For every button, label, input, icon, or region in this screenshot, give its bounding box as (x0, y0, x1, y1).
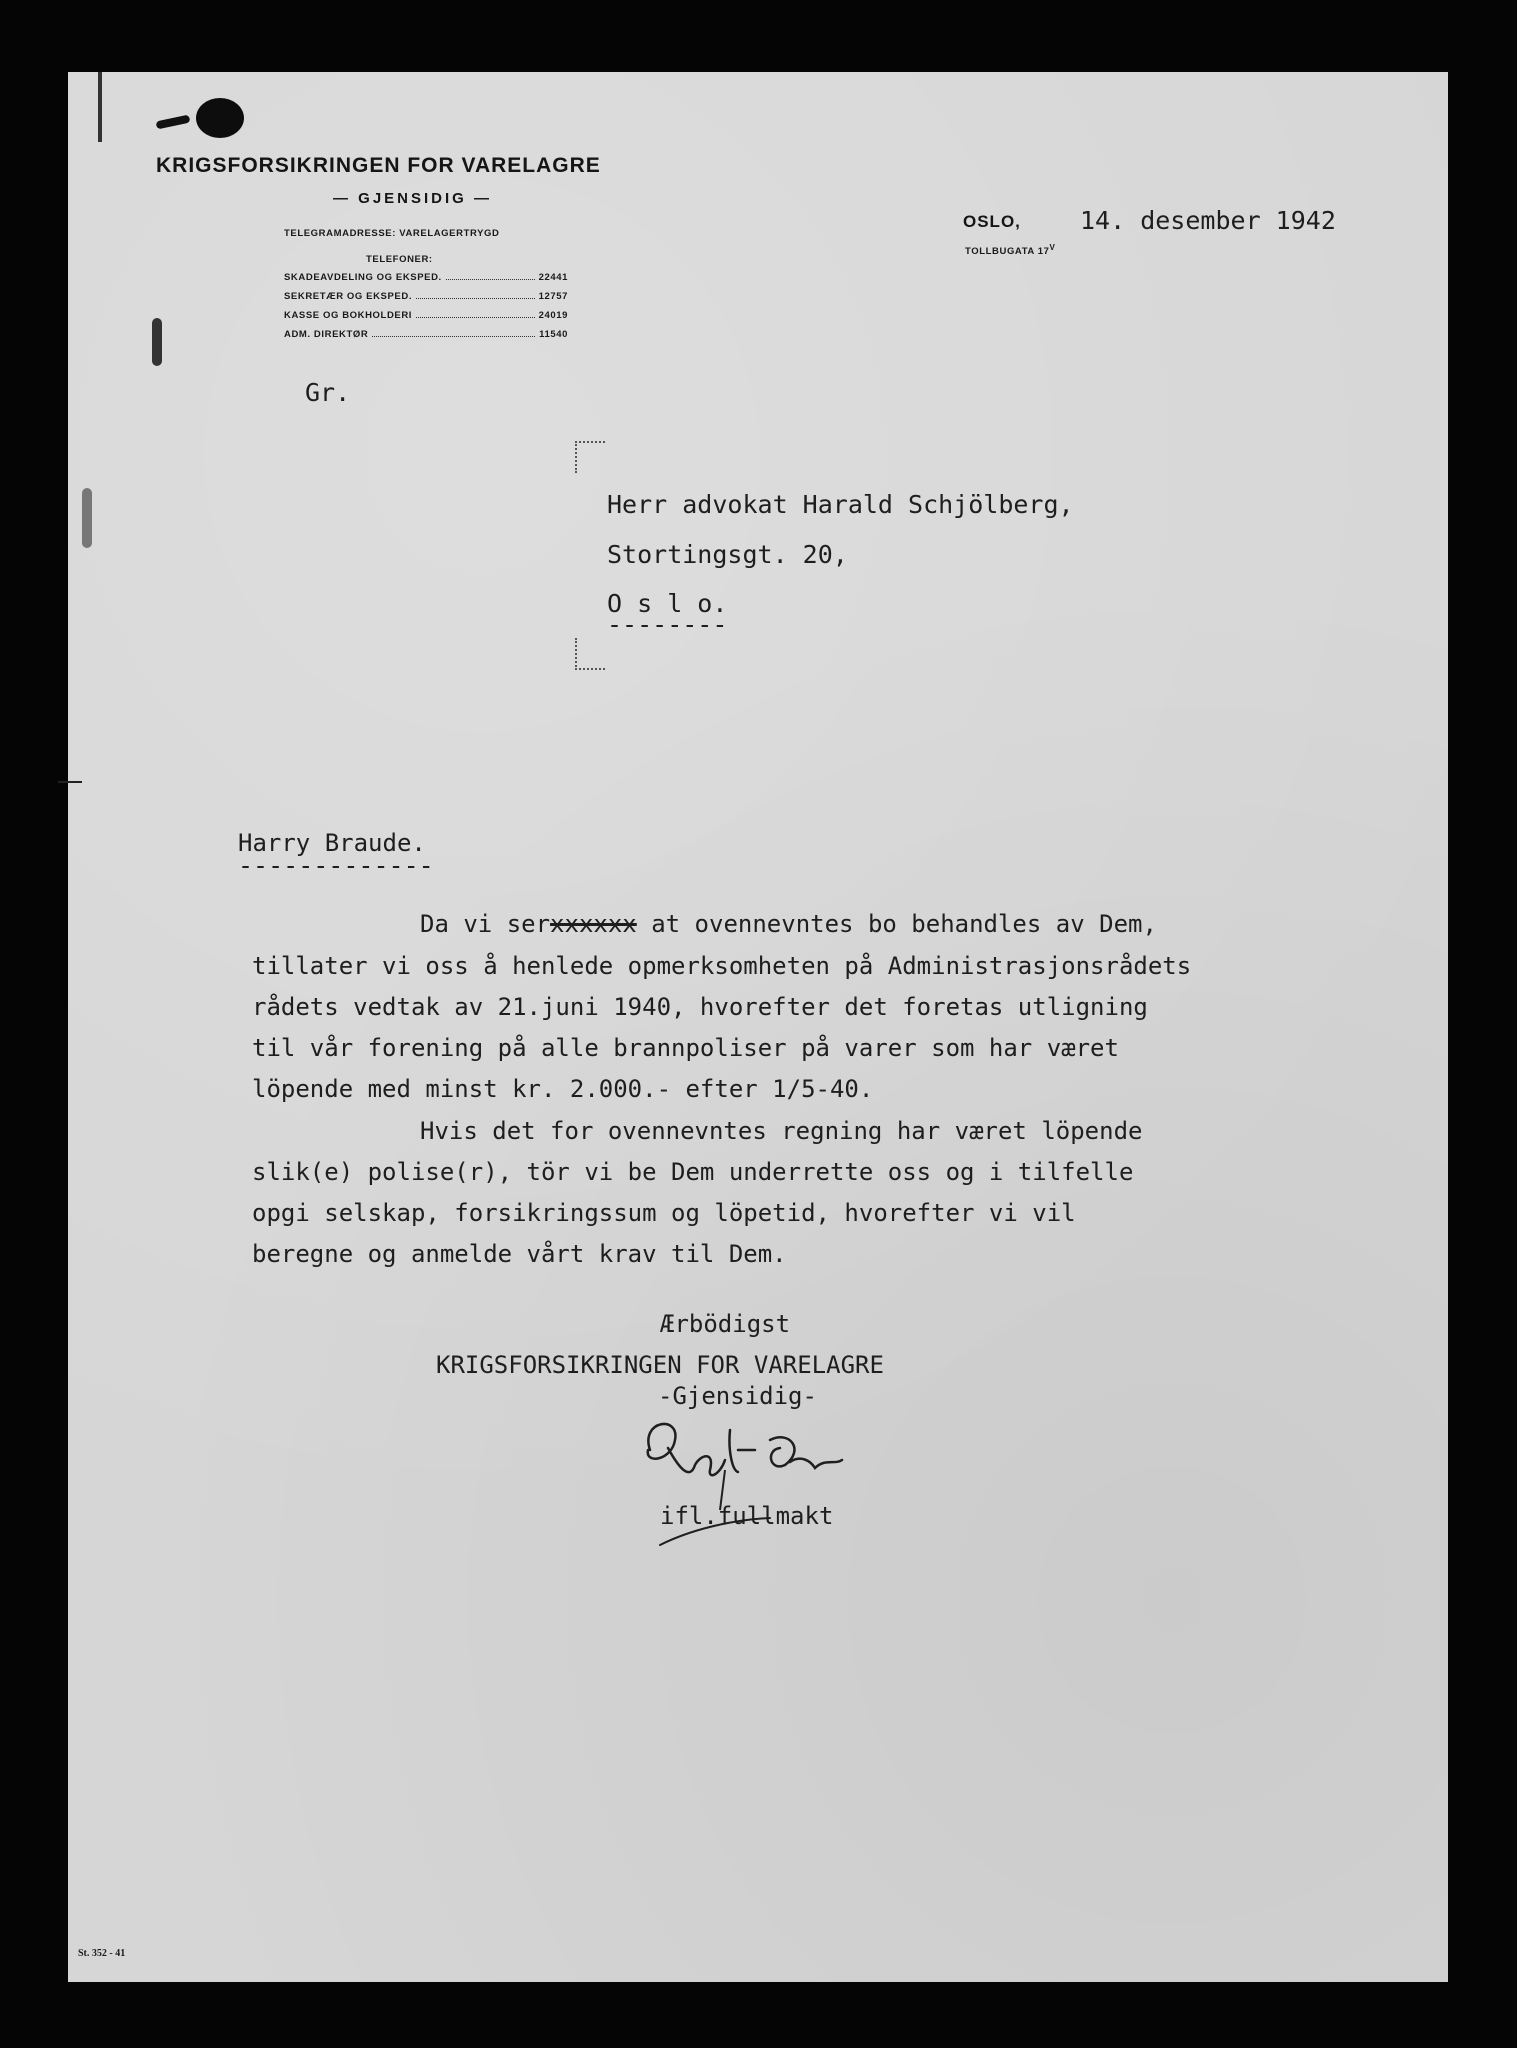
body-text: at ovennevntes bo behandles av Dem, (651, 910, 1157, 938)
closing-subtitle: -Gjensidig- (658, 1382, 817, 1410)
body-line: slik(e) polise(r), tör vi be Dem underrette oss og i tilfelle (252, 1158, 1134, 1186)
struck-text: xxxxxx (550, 910, 637, 938)
recipient-underline: -------- (607, 610, 728, 639)
closing-organization: KRIGSFORSIKRINGEN FOR VARELAGRE (436, 1351, 884, 1379)
letterhead-city: OSLO, (963, 212, 1021, 231)
margin-smudge (82, 488, 92, 548)
margin-marker (98, 72, 102, 142)
phone-label: SKADEAVDELING OG EKSPED. (284, 272, 442, 283)
per-authority: ifl.fullmakt (660, 1502, 834, 1530)
body-line: tillater vi oss å henlede opmerksomheten på Administrasjonsrådets (252, 952, 1192, 980)
closing-greeting: Ærbödigst (660, 1310, 791, 1338)
telegram-address: TELEGRAMADRESSE: VARELAGERTRYGD (284, 228, 500, 239)
letterhead-subtitle: — GJENSIDIG — (333, 190, 493, 207)
address-bracket-bottom (575, 638, 605, 670)
phone-number: 11540 (539, 329, 568, 340)
recipient-line-2: Stortingsgt. 20, (607, 540, 848, 569)
phone-row (284, 310, 568, 321)
body-line: til vår forening på alle brannpoliser på varer som har været (252, 1034, 1119, 1062)
phone-label: ADM. DIREKTØR (284, 329, 369, 340)
body-line: löpende med minst kr. 2.000.- efter 1/5-40. (252, 1075, 874, 1103)
phone-row (284, 272, 568, 283)
body-line: Hvis det for ovennevntes regning har været löpende (420, 1117, 1143, 1145)
letterhead-street (965, 243, 1055, 257)
phone-number: 12757 (538, 291, 568, 302)
margin-smudge (152, 318, 162, 366)
subject-underline: ------------- (238, 851, 434, 880)
body-line: rådets vedtak av 21.juni 1940, hvorefter det foretas utligning (252, 993, 1148, 1021)
phone-number: 24019 (538, 310, 568, 321)
street-suffix: V (1049, 243, 1056, 252)
fold-mark (58, 781, 82, 783)
letter-date: 14. desember 1942 (1080, 206, 1336, 235)
form-code: St. 352 - 41 (78, 1948, 126, 1959)
phone-number: 22441 (538, 272, 568, 283)
phones-heading: TELEFONER: (366, 254, 433, 265)
ink-blot (196, 98, 244, 138)
recipient-line-3: O s l o. (607, 589, 728, 618)
phone-row (284, 291, 568, 302)
subject: Harry Braude. (238, 829, 426, 857)
phone-label: SEKRETÆR OG EKSPED. (284, 291, 413, 302)
phone-row (284, 329, 568, 340)
body-line: opgi selskap, forsikringssum og löpetid, hvorefter vi vil (252, 1199, 1076, 1227)
street-name: TOLLBUGATA 17 (965, 246, 1050, 258)
body-line: beregne og anmelde vårt krav til Dem. (252, 1240, 787, 1268)
letter-paper (68, 72, 1448, 1982)
reference-initials: Gr. (305, 378, 351, 407)
recipient-line-1: Herr advokat Harald Schjölberg, (607, 490, 1074, 519)
body-text: Da vi ser (420, 910, 551, 938)
phone-label: KASSE OG BOKHOLDERI (284, 310, 413, 321)
handwritten-signature (620, 1410, 870, 1570)
address-bracket-top (575, 441, 605, 473)
letterhead-organization: KRIGSFORSIKRINGEN FOR VARELAGRE (156, 154, 601, 177)
body-line (420, 910, 1157, 938)
